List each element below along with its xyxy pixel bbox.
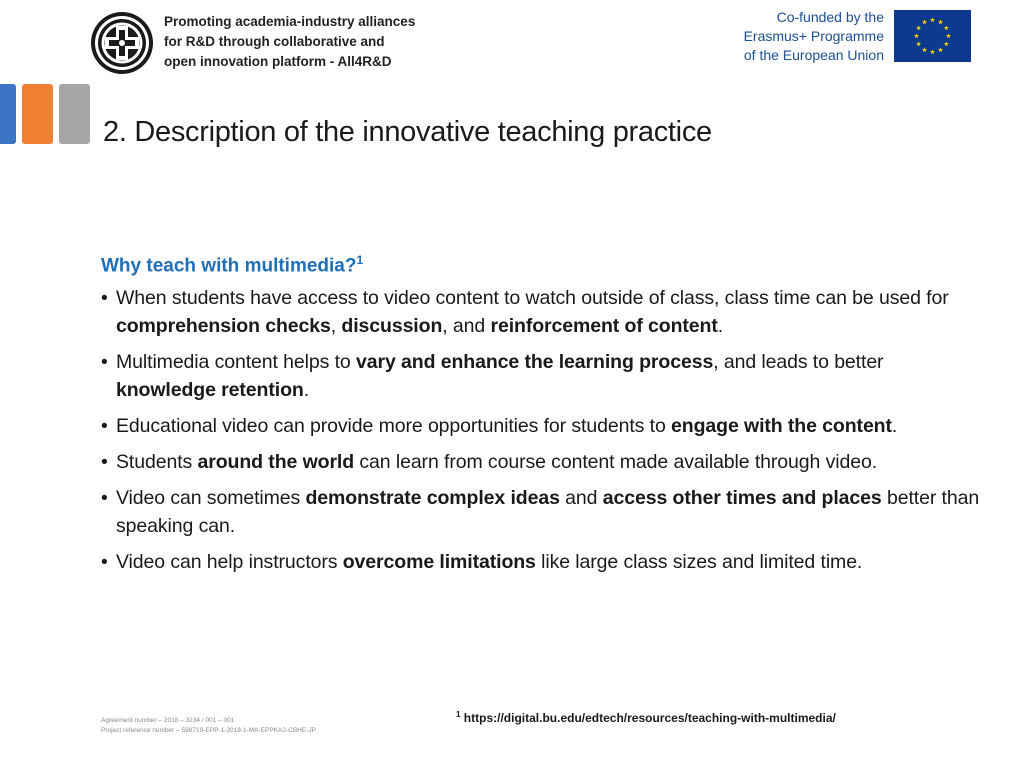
slide-content xyxy=(101,246,981,584)
gray-block xyxy=(59,84,90,144)
footnote-number: 1 xyxy=(456,710,461,719)
bullet-emphasis: discussion xyxy=(341,315,443,338)
bullet-marker: • xyxy=(101,487,108,510)
footnote-url: https://digital.bu.edu/edtech/resources/teaching-with-multimedia/ xyxy=(463,711,836,725)
bullet-emphasis: comprehension checks xyxy=(116,315,331,338)
bullet-text: , xyxy=(330,315,342,338)
agreement-number: Agreement number – 2018 – 3234 / 001 – 001 xyxy=(101,717,235,724)
bullet-text: . xyxy=(303,379,310,402)
bullet-text: , and xyxy=(442,315,491,338)
footnote xyxy=(456,710,836,725)
bullet-item xyxy=(101,548,981,576)
project-title xyxy=(164,12,464,72)
bullet-text: can learn from course content made available through video. xyxy=(354,451,878,474)
subheading-text: Why teach with multimedia? xyxy=(101,255,357,277)
blue-block xyxy=(0,84,16,144)
bullet-emphasis: vary and enhance the learning process xyxy=(356,351,714,374)
bullet-list xyxy=(101,284,981,576)
eu-text-line: Erasmus+ Programme xyxy=(743,28,884,44)
bullet-text: . xyxy=(717,315,724,338)
bullet-marker: • xyxy=(101,451,108,474)
bullet-marker: • xyxy=(101,551,108,574)
bullet-item xyxy=(101,284,981,340)
bullet-item xyxy=(101,348,981,404)
section-subheading xyxy=(101,246,981,280)
bullet-emphasis: access other times and places xyxy=(602,487,882,510)
project-reference-number: Project reference number – 598719-EPP-1-2018-1-MK-EPPKA2-CBHE-JP xyxy=(101,727,316,734)
bullet-item xyxy=(101,448,981,476)
bullet-marker: • xyxy=(101,351,108,374)
bullet-text: Video can help instructors xyxy=(116,551,343,574)
bullet-item xyxy=(101,412,981,440)
bullet-text: . xyxy=(891,415,898,438)
bullet-emphasis: engage with the content xyxy=(671,415,892,438)
bullet-text: Video can sometimes xyxy=(116,487,306,510)
bullet-text: Multimedia content helps to xyxy=(116,351,356,374)
all4rd-logo-icon xyxy=(89,10,155,76)
bullet-text: better than speaking can. xyxy=(116,487,980,538)
eu-text-line: of the European Union xyxy=(743,47,884,63)
orange-block xyxy=(22,84,53,144)
bullet-text: Students xyxy=(116,451,198,474)
bullet-marker: • xyxy=(101,287,108,310)
footer-references xyxy=(101,716,316,736)
eu-text-line: Co-funded by the xyxy=(776,9,884,25)
bullet-emphasis: overcome limitations xyxy=(342,551,536,574)
subheading-footnote-ref: 1 xyxy=(356,253,364,267)
eu-flag-icon xyxy=(894,10,971,62)
project-title-line: open innovation platform - All4R&D xyxy=(164,54,392,69)
project-title-line: for R&D through collaborative and xyxy=(164,34,385,49)
bullet-text: Educational video can provide more opportunities for students to xyxy=(116,415,672,438)
project-title-line: Promoting academia-industry alliances xyxy=(164,14,416,29)
eu-cofunding-text xyxy=(744,8,884,65)
bullet-emphasis: knowledge retention xyxy=(116,379,304,402)
bullet-text: and xyxy=(559,487,603,510)
bullet-text: When students have access to video content to watch outside of class, class time can be used for xyxy=(116,287,949,310)
bullet-emphasis: demonstrate complex ideas xyxy=(305,487,560,510)
bullet-item xyxy=(101,484,981,540)
bullet-text: like large class sizes and limited time. xyxy=(535,551,863,574)
bullet-text: , and leads to better xyxy=(713,351,884,374)
bullet-emphasis: around the world xyxy=(197,451,355,474)
slide-title: 2. Description of the innovative teaching practice xyxy=(103,116,712,148)
bullet-emphasis: reinforcement of content xyxy=(490,315,718,338)
bullet-marker: • xyxy=(101,415,108,438)
